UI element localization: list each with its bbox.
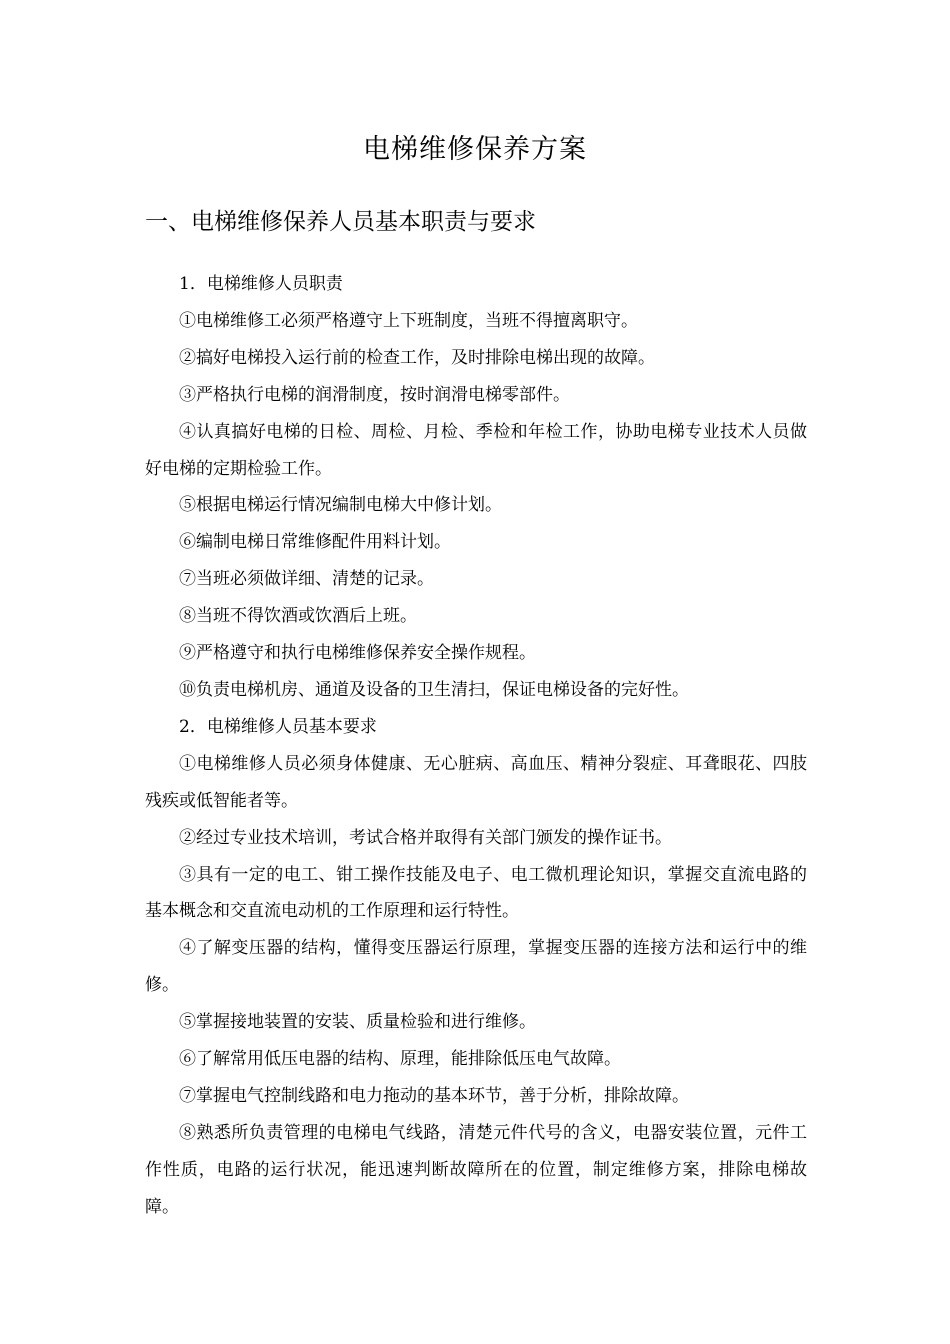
requirement-item: ⑧熟悉所负责管理的电梯电气线路，清楚元件代号的含义，电器安装位置，元件工作性质，电路的运行状况，能迅速判断故障所在的位置，制定维修方案，排除电梯故障。 <box>145 1122 807 1217</box>
requirement-item: ⑤掌握接地装置的安装、质量检验和进行维修。 <box>179 1012 536 1033</box>
duty-item: ⑧当班不得饮酒或饮酒后上班。 <box>179 606 417 627</box>
duty-item: ②搞好电梯投入运行前的检查工作，及时排除电梯出现的故障。 <box>179 347 655 368</box>
duty-item: ③严格执行电梯的润滑制度，按时润滑电梯零部件。 <box>179 384 570 405</box>
duty-item: ⑥编制电梯日常维修配件用料计划。 <box>179 532 451 553</box>
subsection-heading: 1．电梯维修人员职责 <box>179 274 343 294</box>
duty-item: ⑩负责电梯机房、通道及设备的卫生清扫，保证电梯设备的完好性。 <box>179 679 689 700</box>
subsection-heading: 2．电梯维修人员基本要求 <box>179 716 377 737</box>
document-body <box>145 266 807 1226</box>
requirement-item: ②经过专业技术培训，考试合格并取得有关部门颁发的操作证书。 <box>179 827 672 848</box>
duty-item: ⑨严格遵守和执行电梯维修保养安全操作规程。 <box>179 643 536 664</box>
duty-item: ④认真搞好电梯的日检、周检、月检、季检和年检工作，协助电梯专业技术人员做好电梯的定期检验工作。 <box>145 421 807 479</box>
requirement-item: ⑦掌握电气控制线路和电力拖动的基本环节，善于分析，排除故障。 <box>179 1085 689 1106</box>
requirement-item: ①电梯维修人员必须身体健康、无心脏病、高血压、精神分裂症、耳聋眼花、四肢残疾或低智能者等。 <box>145 753 807 811</box>
duty-item: ⑦当班必须做详细、清楚的记录。 <box>179 569 434 590</box>
duty-item: ⑤根据电梯运行情况编制电梯大中修计划。 <box>179 495 502 516</box>
requirement-item: ⑥了解常用低压电器的结构、原理，能排除低压电气故障。 <box>179 1049 621 1070</box>
duty-item: ①电梯维修工必须严格遵守上下班制度，当班不得擅离职守。 <box>179 310 638 331</box>
document-title: 电梯维修保养方案 <box>363 134 587 165</box>
section-heading: 一、电梯维修保养人员基本职责与要求 <box>145 209 536 235</box>
requirement-item: ④了解变压器的结构，懂得变压器运行原理，掌握变压器的连接方法和运行中的维修。 <box>145 938 807 996</box>
requirement-item: ③具有一定的电工、钳工操作技能及电子、电工微机理论知识，掌握交直流电路的基本概念和交直流电动机的工作原理和运行特性。 <box>145 864 807 922</box>
